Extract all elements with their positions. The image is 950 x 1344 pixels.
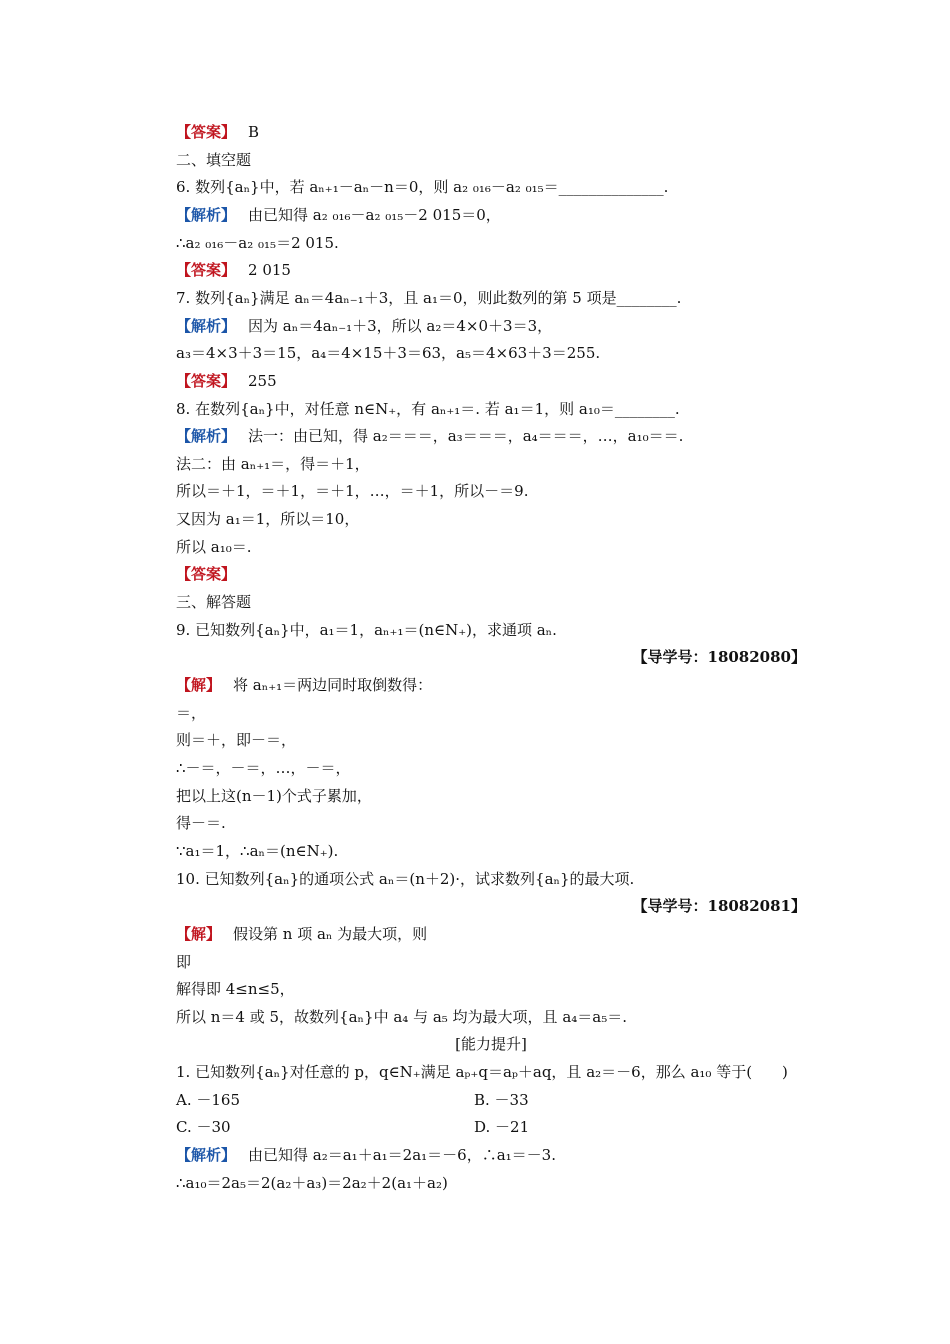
text-line xyxy=(176,949,806,975)
text-line xyxy=(176,921,806,947)
line-text: B xyxy=(248,123,260,141)
line-text: 所以 a₁₀＝. xyxy=(176,538,252,556)
text-line xyxy=(176,617,806,643)
text-line xyxy=(176,174,806,200)
text-line xyxy=(176,368,806,394)
text-line xyxy=(176,1059,806,1085)
line-text: 则＝＋，即－＝， xyxy=(176,731,297,749)
text-line xyxy=(176,423,806,449)
line-text: 二、填空题 xyxy=(176,151,252,169)
text-line xyxy=(176,119,806,145)
text-line xyxy=(176,893,806,919)
line-text: 将 aₙ₊₁＝两边同时取倒数得： xyxy=(233,676,433,694)
answer-tag: 【答案】 xyxy=(176,123,237,141)
text-line xyxy=(176,810,806,836)
text-line xyxy=(176,1031,806,1057)
line-text: 法一：由已知，得 a₂＝＝＝，a₃＝＝＝，a₄＝＝＝，…，a₁₀＝＝. xyxy=(248,427,684,445)
line-text: 又因为 a₁＝1，所以＝10， xyxy=(176,510,360,528)
line-text: ∴a₂ ₀₁₆－a₂ ₀₁₅＝2 015. xyxy=(176,234,339,252)
line-text: ∴a₁₀＝2a₅＝2(a₂＋a₃)＝2a₂＋2(a₁＋a₂) xyxy=(176,1174,448,1192)
text-line xyxy=(176,147,806,173)
analysis-tag: 【解析】 xyxy=(176,206,237,224)
text-line xyxy=(176,976,806,1002)
text-line xyxy=(176,1004,806,1030)
line-text: 8. 在数列{aₙ}中，对任意 n∈N₊，有 aₙ₊₁＝. 若 a₁＝1，则 a₁₀＝________. xyxy=(176,400,680,418)
option-text: D. －21 xyxy=(474,1118,530,1136)
text-line xyxy=(176,285,806,311)
text-line xyxy=(176,1114,806,1140)
analysis-tag: 【解析】 xyxy=(176,317,237,335)
line-text: 把以上这(n－1)个式子累加， xyxy=(176,787,372,805)
option-text: B. －33 xyxy=(474,1091,529,1109)
text-line xyxy=(176,838,806,864)
text-line xyxy=(176,672,806,698)
text-line xyxy=(176,755,806,781)
text-line xyxy=(176,644,806,670)
text-line xyxy=(176,506,806,532)
analysis-tag: 【解析】 xyxy=(176,1146,237,1164)
line-text: 【导学号：18082081】 xyxy=(632,897,806,915)
answer-tag: 【答案】 xyxy=(176,565,237,583)
text-line xyxy=(176,866,806,892)
text-line xyxy=(176,257,806,283)
line-text: 三、解答题 xyxy=(176,593,252,611)
answer-tag: 【答案】 xyxy=(176,372,237,390)
line-text: 即 xyxy=(176,953,192,971)
line-text: 【导学号：18082080】 xyxy=(632,648,806,666)
text-line xyxy=(176,478,806,504)
line-text: 所以＝＋1，＝＋1，＝＋1，…，＝＋1，所以－＝9. xyxy=(176,482,529,500)
analysis-tag: 【解析】 xyxy=(176,427,237,445)
line-text: C. －30 xyxy=(176,1118,231,1136)
answer-tag: 【答案】 xyxy=(176,261,237,279)
line-text: ＝， xyxy=(176,704,207,722)
text-line xyxy=(176,589,806,615)
text-line xyxy=(176,202,806,228)
text-line xyxy=(176,451,806,477)
text-line xyxy=(176,534,806,560)
line-text: 2 015 xyxy=(248,261,291,279)
line-text: 7. 数列{aₙ}满足 aₙ＝4aₙ₋₁＋3，且 a₁＝0，则此数列的第 5 项是________. xyxy=(176,289,682,307)
line-text: 255 xyxy=(248,372,277,390)
text-line xyxy=(176,1087,806,1113)
line-text: 所以 n＝4 或 5，故数列{aₙ}中 a₄ 与 a₅ 均为最大项，且 a₄＝a₅＝. xyxy=(176,1008,628,1026)
line-text: 得－＝. xyxy=(176,814,226,832)
line-text: 10. 已知数列{aₙ}的通项公式 aₙ＝(n＋2)·，试求数列{aₙ}的最大项. xyxy=(176,870,635,888)
line-text: 由已知得 a₂ ₀₁₆－a₂ ₀₁₅－2 015＝0， xyxy=(248,206,501,224)
text-line xyxy=(176,340,806,366)
line-text: 解得即 4≤n≤5， xyxy=(176,980,295,998)
line-text: ∴－＝，－＝，…，－＝， xyxy=(176,759,351,777)
line-text: 由已知得 a₂＝a₁＋a₁＝2a₁＝－6，∴a₁＝－3. xyxy=(248,1146,556,1164)
line-text: 假设第 n 项 aₙ 为最大项，则 xyxy=(233,925,428,943)
line-text: [能力提升] xyxy=(455,1035,527,1053)
text-line xyxy=(176,700,806,726)
text-line xyxy=(176,1170,806,1196)
text-line xyxy=(176,783,806,809)
text-line xyxy=(176,230,806,256)
answer-tag: 【解】 xyxy=(176,676,222,694)
text-line xyxy=(176,396,806,422)
text-line xyxy=(176,313,806,339)
text-line xyxy=(176,727,806,753)
line-text: a₃＝4×3＋3＝15，a₄＝4×15＋3＝63，a₅＝4×63＋3＝255. xyxy=(176,344,601,362)
line-text: 1. 已知数列{aₙ}对任意的 p，q∈N₊满足 aₚ₊q＝aₚ＋aq，且 a₂＝－6，那么 a₁₀ 等于( ) xyxy=(176,1063,788,1081)
line-text: 6. 数列{aₙ}中，若 aₙ₊₁－aₙ－n＝0，则 a₂ ₀₁₆－a₂ ₀₁₅＝______________. xyxy=(176,178,669,196)
line-text: 法二：由 aₙ₊₁＝，得＝＋1， xyxy=(176,455,370,473)
line-text: ∵a₁＝1，∴aₙ＝(n∈N₊). xyxy=(176,842,339,860)
text-line xyxy=(176,1142,806,1168)
text-line xyxy=(176,561,806,587)
line-text: A. －165 xyxy=(176,1091,240,1109)
line-text: 9. 已知数列{aₙ}中，a₁＝1，aₙ₊₁＝(n∈N₊)，求通项 aₙ. xyxy=(176,621,557,639)
line-text: 因为 aₙ＝4aₙ₋₁＋3，所以 a₂＝4×0＋3＝3， xyxy=(248,317,553,335)
answer-tag: 【解】 xyxy=(176,925,222,943)
